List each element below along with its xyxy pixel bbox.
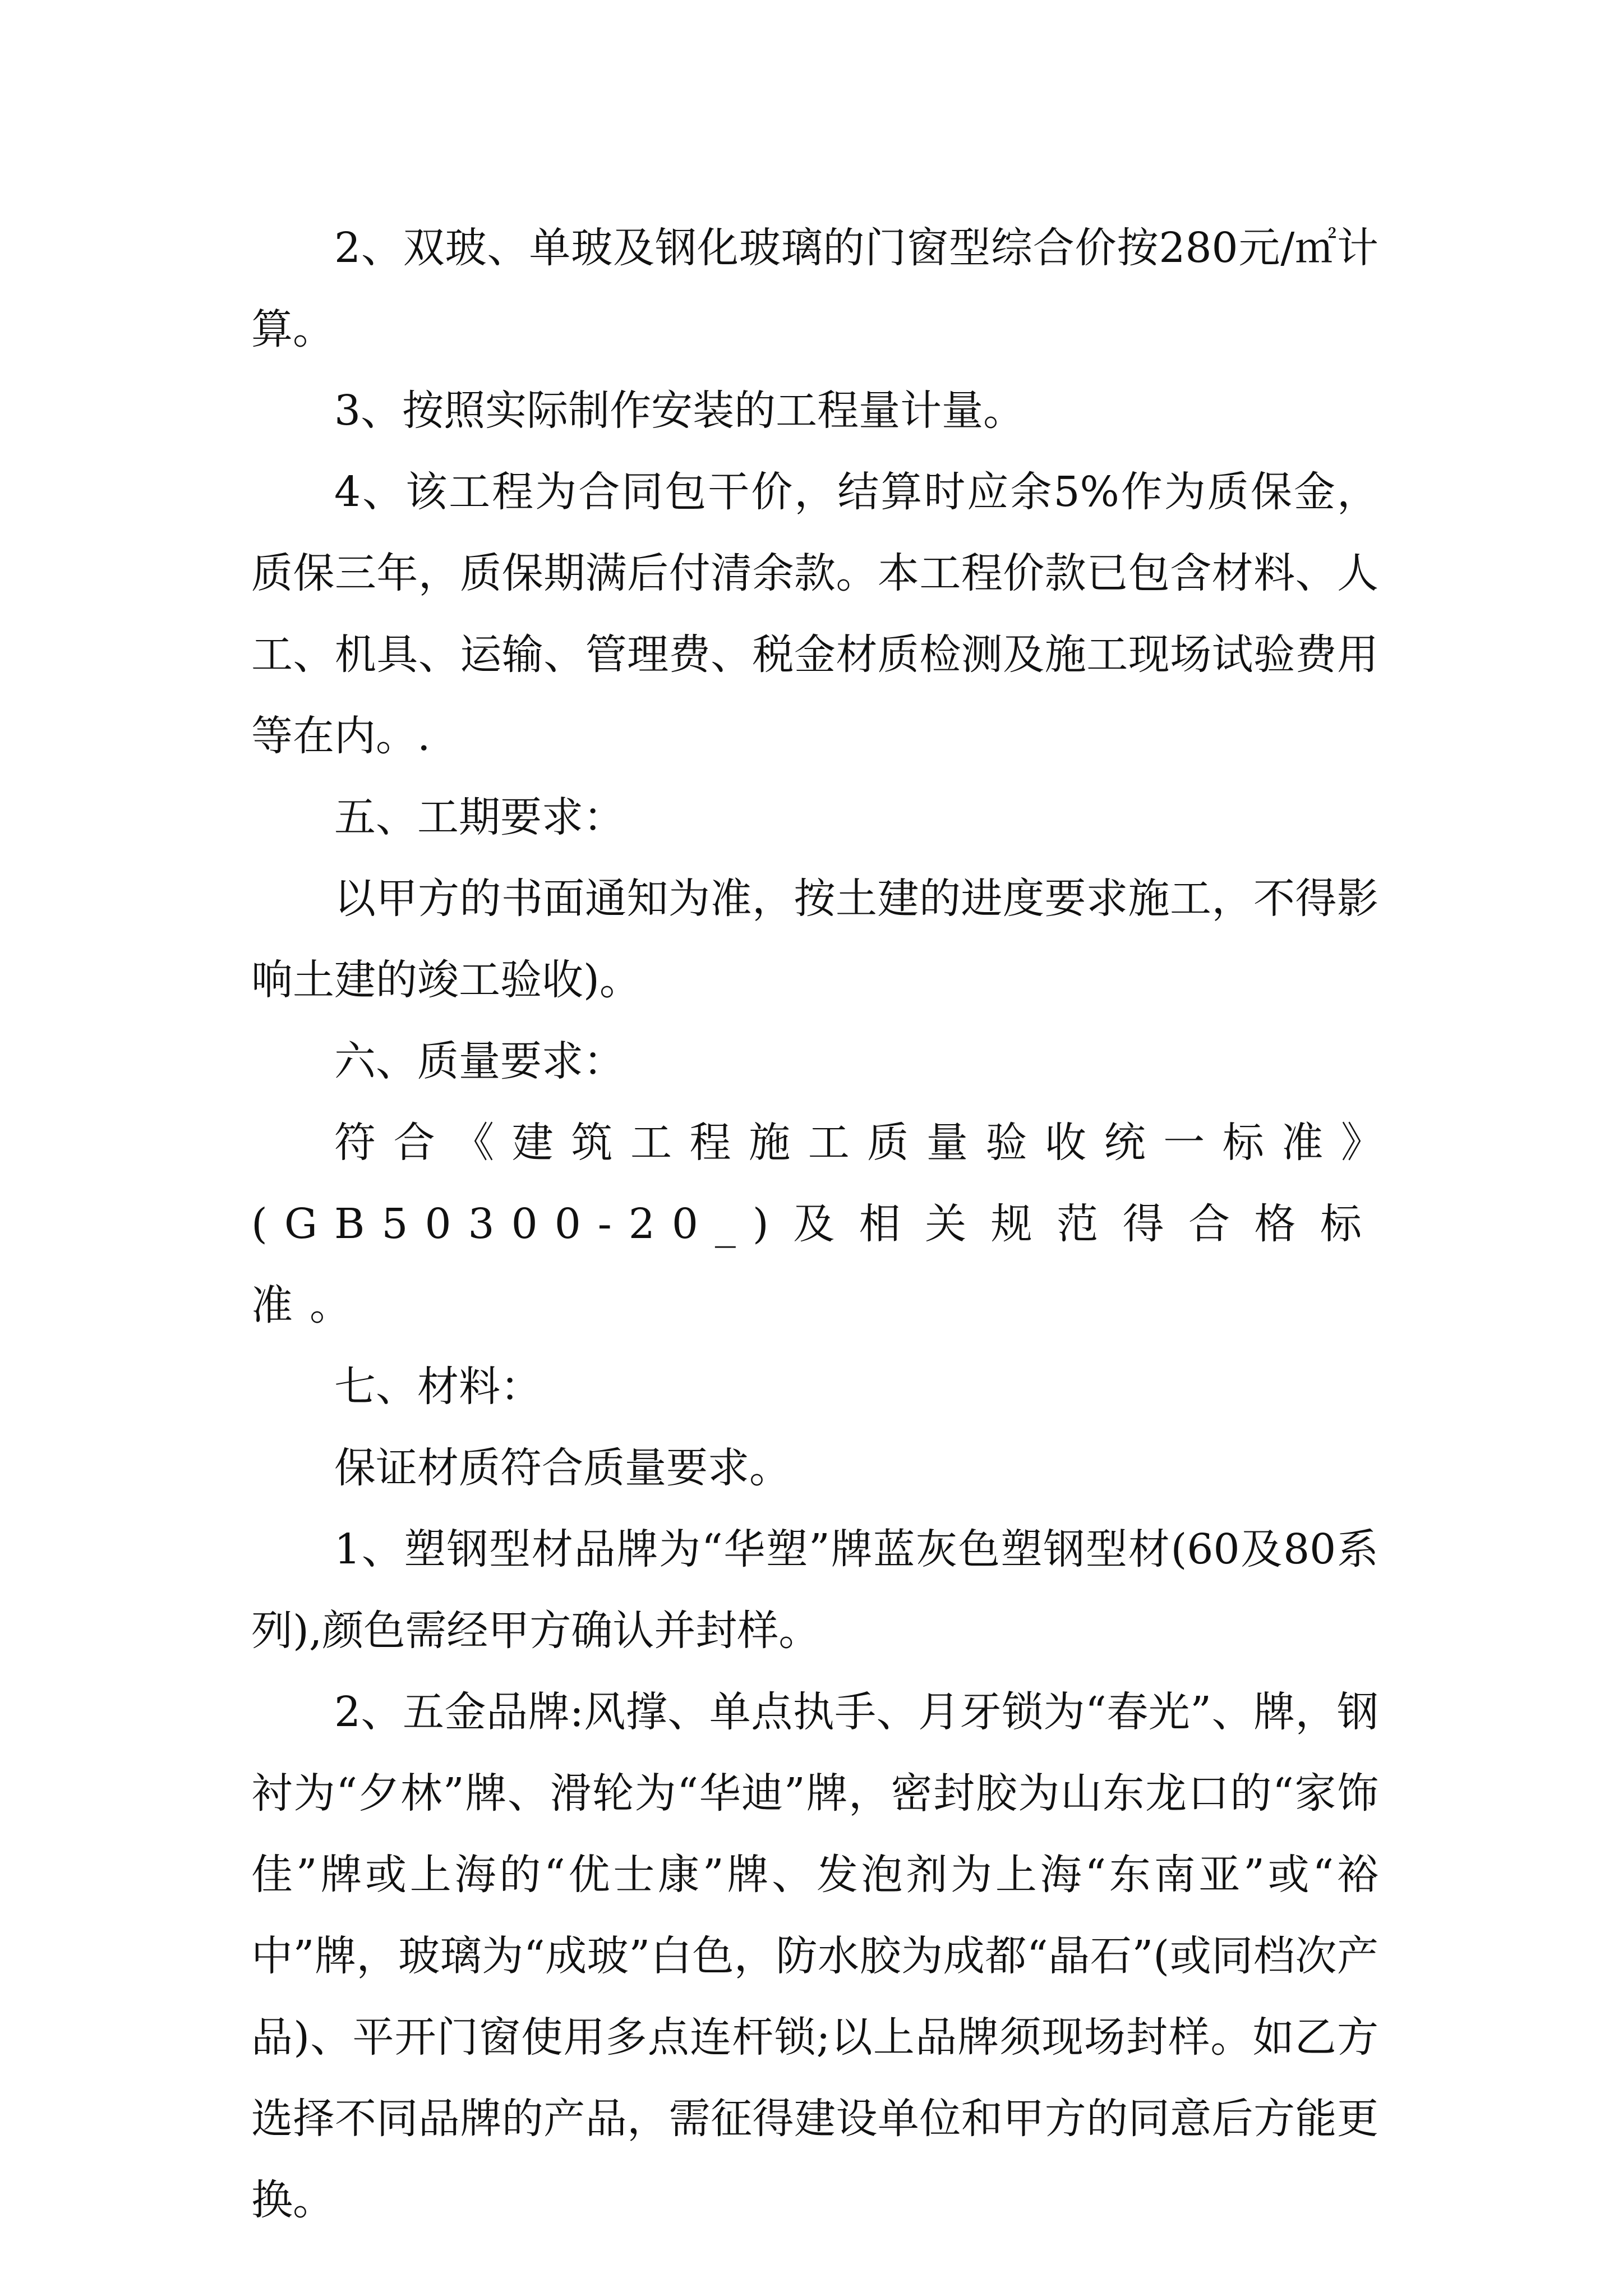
paragraph-hardware-brands: 2、五金品牌:风撑、单点执手、月牙锁为“春光”、牌，钢衬为“夕林”牌、滑轮为“华迪”牌，密封胶为山东龙口的“家饰佳”牌或上海的“优士康”牌、发泡剂为上海“东南亚”或“裕中”牌，玻璃为“成玻”白色，防水胶为成都“晶石”(或同档次产品)、平开门窗使用多点连杆锁;以上品牌须现场封样。如乙方选择不同品牌的产品，需征得建设单位和甲方的同意后方能更换。 (251, 1688, 1378, 2224)
paragraph-quality-standard: 符合《建筑工程施工质量验收统一标准》(GB50300-20_)及相关规范得合格标准。 (251, 1119, 1378, 1329)
document-body (251, 208, 1378, 2241)
paragraph-measurement: 3、按照实际制作安装的工程量计量。 (334, 386, 1025, 435)
paragraph-contract-price: 4、该工程为合同包干价，结算时应余5%作为质保金，质保三年，质保期满后付清余款。本工程价款已包含材料、人工、机具、运输、管理费、税金材质检测及施工现场试验费用等在内。. (251, 468, 1378, 760)
heading-materials: 七、材料： (334, 1363, 542, 1411)
heading-schedule: 五、工期要求： (334, 793, 625, 841)
paragraph-profile-brand: 1、塑钢型材品牌为“华塑”牌蓝灰色塑钢型材(60及80系列),颜色需经甲方确认并封样。 (251, 1525, 1378, 1655)
paragraph-window-price: 2、双玻、单玻及钢化玻璃的门窗型综合价按280元/㎡计算。 (251, 224, 1378, 353)
paragraph-materials-quality: 保证材质符合质量要求。 (334, 1444, 791, 1492)
paragraph-schedule: 以甲方的书面通知为准，按土建的进度要求施工，不得影响土建的竣工验收)。 (251, 875, 1378, 1004)
heading-quality: 六、质量要求： (334, 1037, 625, 1085)
